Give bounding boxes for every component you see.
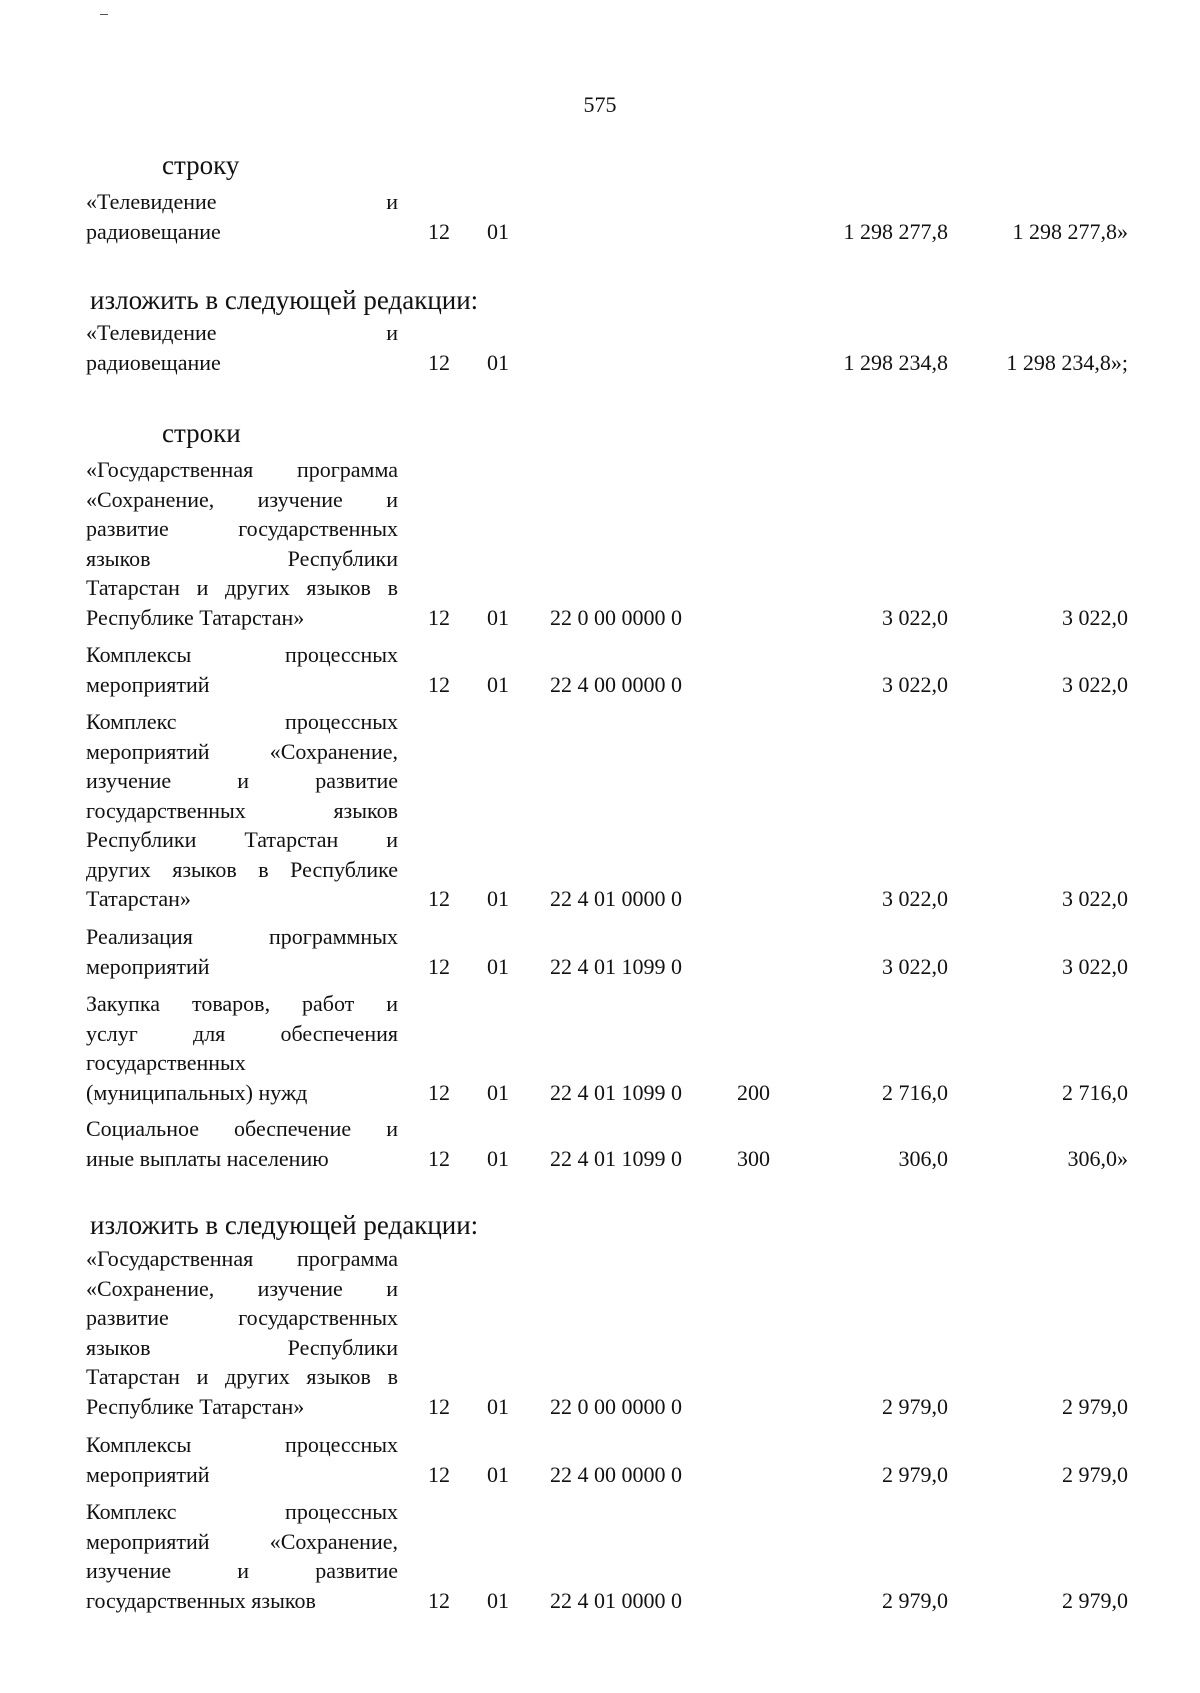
- page-number: 575: [583, 92, 617, 117]
- subsection-code: 01: [487, 1461, 509, 1487]
- section-code: 12: [428, 671, 450, 697]
- row-name-line: «Сохранение, изучение и: [86, 486, 398, 512]
- subsection-code: 01: [487, 671, 509, 697]
- amount-year-2: 306,0»: [1067, 1145, 1128, 1171]
- row-name-line: мероприятий «Сохранение,: [86, 1528, 398, 1554]
- row-name: [86, 187, 398, 246]
- row-name-line: Республике Татарстан»: [86, 604, 305, 630]
- amount-year-2: 3 022,0: [1062, 886, 1128, 911]
- row-name: [86, 1430, 398, 1489]
- amount-year-1: 2 979,0: [882, 1587, 948, 1613]
- row-name-line: Татарстан и других языков в: [86, 1364, 398, 1389]
- row-name-line: радиовещание: [86, 349, 221, 375]
- row-name-line: Комплексы процессных: [86, 642, 398, 667]
- target-article-code: 22 0 00 0000 0: [550, 604, 682, 630]
- target-article-code: 22 4 01 0000 0: [550, 1587, 682, 1613]
- row-name-line: Татарстан и других языков в: [86, 575, 398, 600]
- amount-year-1: 3 022,0: [882, 953, 948, 979]
- section-heading: строки: [162, 418, 241, 448]
- row-name-line: государственных языков: [86, 1587, 316, 1613]
- target-article-code: 22 4 01 1099 0: [550, 1145, 682, 1171]
- row-name-line: изучение и развитие: [86, 1558, 398, 1583]
- section-code: 12: [428, 1079, 450, 1105]
- row-name-line: Комплекс процессных: [86, 1499, 398, 1524]
- section-code: 12: [428, 1587, 450, 1613]
- row-name-line: Комплексы процессных: [86, 1432, 398, 1457]
- row-name-line: радиовещание: [86, 218, 221, 244]
- section-code: 12: [428, 886, 450, 911]
- row-name-line: других языков в Республике: [86, 856, 398, 882]
- subsection-code: 01: [487, 1587, 509, 1613]
- section-heading: изложить в следующей редакции:: [90, 285, 479, 315]
- section-heading: изложить в следующей редакции:: [90, 1210, 479, 1240]
- row-name: [86, 922, 398, 981]
- amount-year-1: 2 716,0: [882, 1079, 948, 1105]
- row-name-line: иные выплаты населению: [86, 1145, 329, 1171]
- row-name-line: «Телевидение и: [86, 320, 398, 345]
- row-name-line: услуг для обеспечения: [86, 1020, 398, 1046]
- section-code: 12: [428, 1145, 450, 1171]
- subsection-code: 01: [487, 349, 509, 375]
- amount-year-2: 3 022,0: [1062, 671, 1128, 697]
- row-name-line: мероприятий «Сохранение,: [86, 738, 398, 764]
- amount-year-1: 3 022,0: [882, 604, 948, 630]
- row-name-line: мероприятий: [86, 671, 210, 697]
- section-heading: строку: [162, 150, 240, 180]
- amount-year-1: 1 298 277,8: [843, 218, 948, 244]
- expense-type-code: 300: [737, 1145, 770, 1171]
- amount-year-1: 1 298 234,8: [843, 349, 948, 375]
- target-article-code: 22 4 00 0000 0: [550, 1461, 682, 1487]
- section-code: 12: [428, 953, 450, 979]
- scan-mark: [100, 14, 108, 15]
- row-name-line: изучение и развитие: [86, 768, 398, 793]
- amount-year-1: 2 979,0: [882, 1393, 948, 1419]
- row-name: [86, 1244, 398, 1421]
- subsection-code: 01: [487, 1393, 509, 1419]
- subsection-code: 01: [487, 604, 509, 630]
- row-name-line: «Сохранение, изучение и: [86, 1275, 398, 1301]
- subsection-code: 01: [487, 953, 509, 979]
- amount-year-2: 1 298 277,8»: [1012, 218, 1128, 244]
- row-name-line: языков Республики: [86, 1334, 398, 1360]
- section-code: 12: [428, 349, 450, 375]
- row-name-line: Реализация программных: [86, 924, 398, 949]
- row-name-line: мероприятий: [86, 1461, 210, 1487]
- row-name: [86, 318, 398, 377]
- row-name: [86, 640, 398, 699]
- subsection-code: 01: [487, 1079, 509, 1105]
- row-name: [86, 1497, 398, 1615]
- row-name-line: Республике Татарстан»: [86, 1393, 305, 1419]
- row-name-line: Республики Татарстан и: [86, 827, 398, 852]
- row-name-line: развитие государственных: [86, 1305, 398, 1330]
- target-article-code: 22 4 00 0000 0: [550, 671, 682, 697]
- row-name-line: Комплекс процессных: [86, 709, 398, 734]
- target-article-code: 22 4 01 0000 0: [550, 886, 682, 911]
- row-name-line: государственных: [86, 1050, 246, 1075]
- amount-year-2: 2 979,0: [1062, 1461, 1128, 1487]
- row-name-line: Татарстан»: [86, 886, 191, 911]
- subsection-code: 01: [487, 218, 509, 244]
- amount-year-2: 2 979,0: [1062, 1393, 1128, 1419]
- row-name-line: «Телевидение и: [86, 189, 398, 214]
- section-code: 12: [428, 1461, 450, 1487]
- row-name: [86, 707, 398, 914]
- amount-year-1: 3 022,0: [882, 671, 948, 697]
- row-name-line: «Государственная программа: [86, 1246, 398, 1271]
- subsection-code: 01: [487, 1145, 509, 1171]
- row-name: [86, 455, 398, 632]
- amount-year-2: 2 716,0: [1062, 1079, 1128, 1105]
- row-name-line: развитие государственных: [86, 516, 398, 541]
- row-name-line: Социальное обеспечение и: [86, 1116, 398, 1141]
- row-name-line: мероприятий: [86, 953, 210, 979]
- amount-year-2: 3 022,0: [1062, 604, 1128, 630]
- section-code: 12: [428, 218, 450, 244]
- amount-year-1: 306,0: [898, 1145, 948, 1171]
- target-article-code: 22 0 00 0000 0: [550, 1393, 682, 1419]
- row-name-line: Закупка товаров, работ и: [86, 991, 398, 1016]
- target-article-code: 22 4 01 1099 0: [550, 1079, 682, 1105]
- row-name-line: «Государственная программа: [86, 457, 398, 482]
- row-name-line: государственных языков: [86, 797, 398, 823]
- subsection-code: 01: [487, 886, 509, 911]
- section-code: 12: [428, 604, 450, 630]
- target-article-code: 22 4 01 1099 0: [550, 953, 682, 979]
- amount-year-2: 3 022,0: [1062, 953, 1128, 979]
- amount-year-1: 2 979,0: [882, 1461, 948, 1487]
- row-name-line: языков Республики: [86, 545, 398, 571]
- amount-year-2: 1 298 234,8»;: [1006, 349, 1128, 375]
- amount-year-2: 2 979,0: [1062, 1587, 1128, 1613]
- row-name: [86, 1114, 398, 1173]
- row-name-line: (муниципальных) нужд: [86, 1079, 308, 1105]
- row-name: [86, 989, 398, 1107]
- expense-type-code: 200: [737, 1079, 770, 1105]
- amount-year-1: 3 022,0: [882, 886, 948, 911]
- section-code: 12: [428, 1393, 450, 1419]
